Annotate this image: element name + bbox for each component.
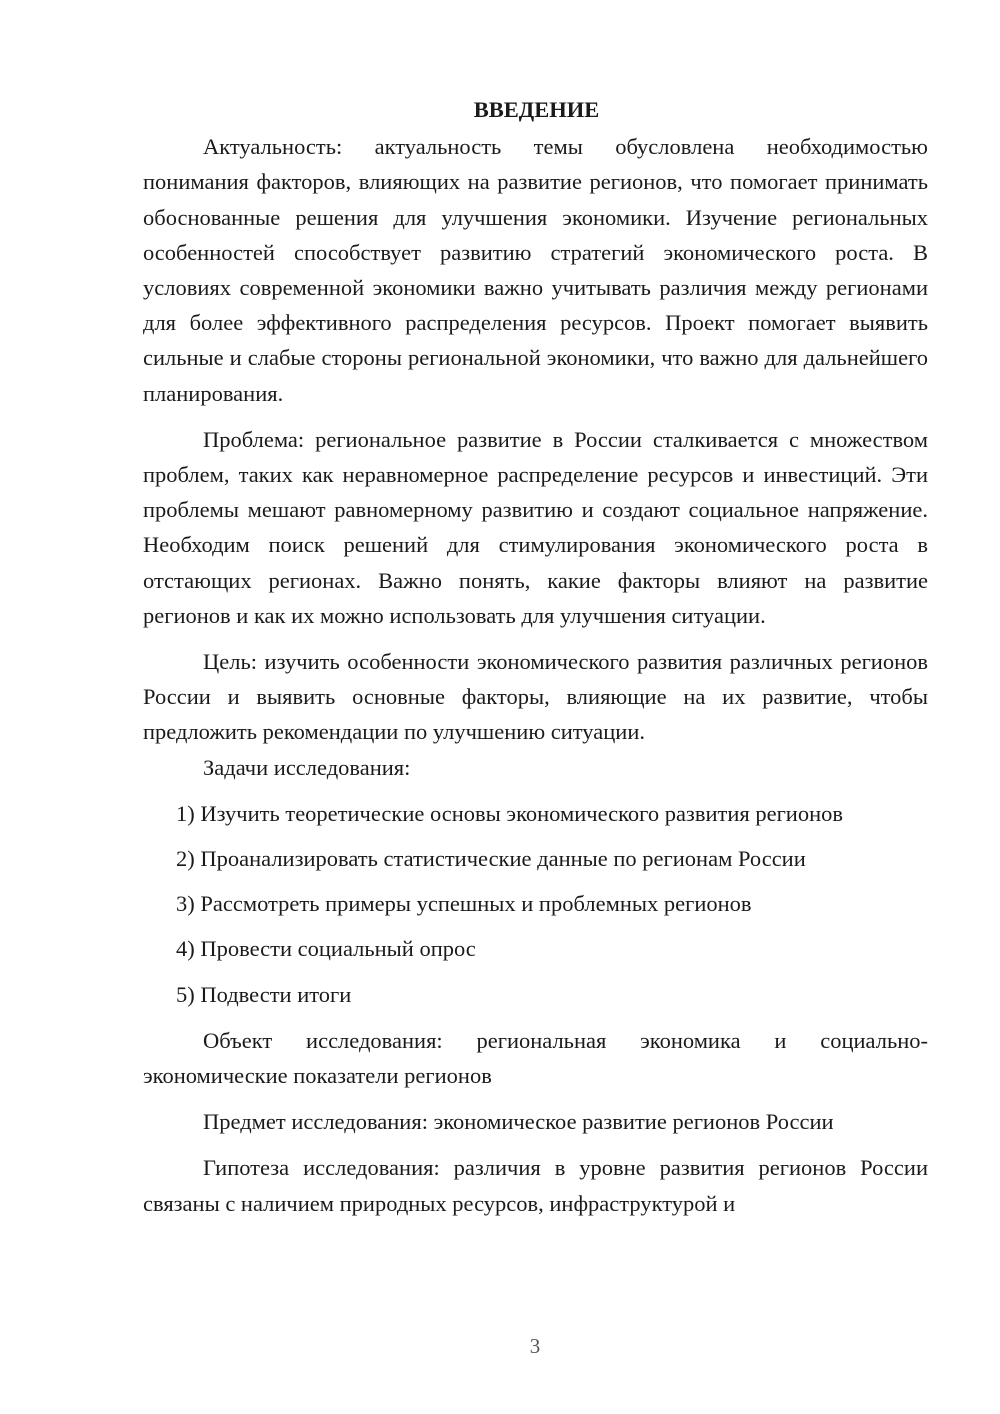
task-item: 1) Изучить теоретические основы экономического развития регионов xyxy=(176,800,844,826)
subject-paragraph: Предмет исследования: экономическое развитие регионов России xyxy=(203,1109,834,1135)
goal-paragraph: Цель: изучить особенности экономического развития различных регионов России и выявить основные факторы, влияющие на их развитие, чтобы предложить рекомендации по улучшению ситуации. xyxy=(143,649,928,745)
page-content xyxy=(143,92,928,1221)
tasks-list xyxy=(143,796,928,1012)
problem-paragraph: Проблема: региональное развитие в России сталкивается с множеством проблем, таких как неравномерное распределение ресурсов и инвестиций. Эти проблемы мешают равномерному развитию и создают социальное напряжение. Необходим поиск решений для стимулирования экономического роста в отстающих регионах. Важно понять, какие факторы влияют на развитие регионов и как их можно использовать для улучшения ситуации. xyxy=(143,426,928,628)
task-item: 2) Проанализировать статистические данные по регионам России xyxy=(176,846,806,872)
task-item: 5) Подвести итоги xyxy=(176,981,352,1007)
task-item: 4) Провести социальный опрос xyxy=(176,936,476,962)
tasks-heading: Задачи исследования: xyxy=(203,754,411,780)
object-paragraph: Объект исследования: региональная экономика и социально-экономические показатели регионов xyxy=(143,1027,928,1089)
task-item: 3) Рассмотреть примеры успешных и проблемных регионов xyxy=(176,891,752,917)
page-number: 3 xyxy=(529,1334,541,1358)
section-title: ВВЕДЕНИЕ xyxy=(473,97,600,122)
relevance-paragraph: Актуальность: актуальность темы обусловлена необходимостью понимания факторов, влияющих на развитие регионов, что помогает принимать обоснованные решения для улучшения экономики. Изучение региональных особенностей способствует развитию стратегий экономического роста. В условиях современной экономики важно учитывать различия между регионами для более эффективного распределения ресурсов. Проект помогает выявить сильные и слабые стороны региональной экономики, что важно для дальнейшего планирования. xyxy=(143,134,928,406)
hypothesis-paragraph: Гипотеза исследования: различия в уровне развития регионов России связаны с наличием природных ресурсов, инфраструктурой и xyxy=(143,1155,928,1216)
